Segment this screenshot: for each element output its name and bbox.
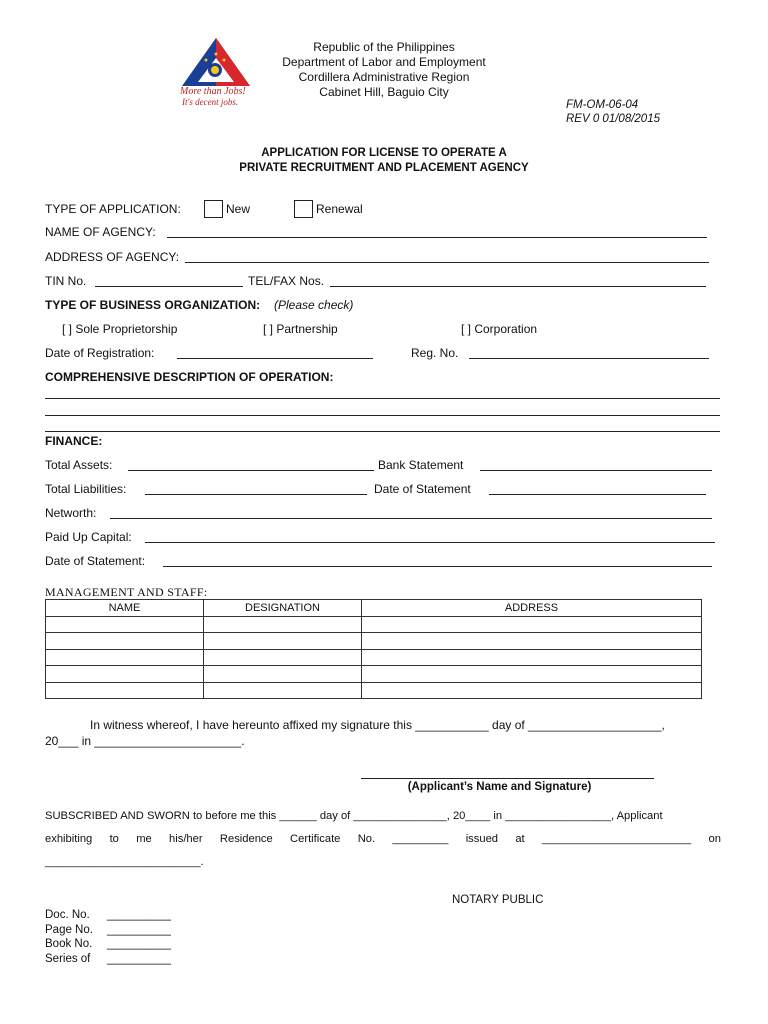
corporation-option[interactable]: [ ] Corporation — [461, 322, 538, 336]
type-business-label: TYPE OF BUSINESS ORGANIZATION: — [45, 298, 261, 312]
total-liabilities-field[interactable] — [145, 494, 367, 495]
bank-statement-field[interactable] — [480, 470, 712, 471]
date-of-statement-inline-field[interactable] — [489, 494, 706, 495]
address-of-agency-label: ADDRESS OF AGENCY: — [45, 250, 180, 264]
description-line-1[interactable] — [45, 398, 720, 399]
telfax-field[interactable] — [330, 286, 706, 287]
telfax-label: TEL/FAX Nos. — [248, 274, 325, 288]
total-assets-label: Total Assets: — [45, 458, 113, 472]
new-label: New — [226, 202, 251, 216]
table-cell[interactable] — [362, 649, 702, 666]
sworn-word: Residence — [219, 833, 273, 845]
form-revision: REV 0 01/08/2015 — [566, 113, 660, 125]
tin-field[interactable] — [95, 286, 243, 287]
finance-heading: FINANCE: — [45, 434, 103, 448]
page-no-label: Page No. — [45, 923, 93, 936]
sworn-word: _________ — [392, 833, 449, 845]
agency-line-1: Republic of the Philippines — [313, 40, 455, 54]
table-row — [46, 682, 702, 699]
column-address: ADDRESS — [362, 600, 702, 617]
table-cell[interactable] — [362, 616, 702, 633]
sworn-word: his/her — [169, 833, 203, 845]
doc-no-field[interactable]: __________ — [107, 909, 171, 921]
agency-line-4: Cabinet Hill, Baguio City — [319, 85, 449, 99]
table-cell[interactable] — [46, 616, 204, 633]
tin-label: TIN No. — [45, 274, 87, 288]
reg-no-field[interactable] — [469, 358, 709, 359]
sole-proprietorship-option[interactable]: [ ] Sole Proprietorship — [62, 322, 178, 336]
table-cell[interactable] — [362, 633, 702, 650]
address-of-agency-field[interactable] — [185, 262, 709, 263]
management-table-header — [46, 600, 702, 617]
agency-line-2: Department of Labor and Employment — [282, 55, 486, 69]
date-of-statement-field[interactable] — [163, 566, 712, 567]
sworn-word: me — [136, 833, 152, 845]
table-cell[interactable] — [204, 666, 362, 683]
renewal-checkbox[interactable] — [294, 200, 313, 218]
management-table — [45, 599, 702, 699]
series-of-label: Series of — [45, 952, 91, 965]
please-check-note: (Please check) — [274, 298, 354, 312]
date-of-statement-inline-label: Date of Statement — [374, 482, 471, 496]
date-of-statement-label: Date of Statement: — [45, 554, 146, 568]
table-cell[interactable] — [46, 666, 204, 683]
networth-label: Networth: — [45, 506, 97, 520]
sworn-line-1: SUBSCRIBED AND SWORN to before me this ______ day of _______________, 20____ in _________________, Applicant — [45, 810, 663, 822]
page-no-field[interactable]: __________ — [107, 923, 171, 936]
witness-line-1: In witness whereof, I have hereunto affixed my signature this ___________ day of ____________________, — [90, 718, 665, 732]
bank-statement-label: Bank Statement — [378, 458, 464, 472]
table-cell[interactable] — [46, 649, 204, 666]
table-cell[interactable] — [362, 682, 702, 699]
table-cell[interactable] — [204, 633, 362, 650]
sworn-word: on — [708, 833, 721, 845]
table-row — [46, 649, 702, 666]
logo-tagline-2: It's decent jobs. — [182, 97, 239, 107]
table-row — [46, 616, 702, 633]
new-checkbox[interactable] — [204, 200, 223, 218]
table-row — [46, 633, 702, 650]
agency-line-3: Cordillera Administrative Region — [298, 70, 470, 84]
column-name: NAME — [46, 600, 204, 617]
name-of-agency-label: NAME OF AGENCY: — [45, 225, 156, 239]
paid-up-capital-label: Paid Up Capital: — [45, 530, 132, 544]
title-line-2: PRIVATE RECRUITMENT AND PLACEMENT AGENCY — [239, 162, 529, 174]
date-registration-label: Date of Registration: — [45, 346, 155, 360]
management-heading: MANAGEMENT AND STAFF: — [45, 585, 208, 599]
description-line-2[interactable] — [45, 415, 720, 416]
witness-line-2: 20___ in ______________________. — [45, 734, 245, 748]
name-of-agency-field[interactable] — [167, 237, 707, 238]
notary-fields — [45, 908, 171, 966]
networth-field[interactable] — [110, 518, 712, 519]
date-registration-field[interactable] — [177, 358, 373, 359]
logo-tagline-1: More than Jobs! — [180, 86, 246, 97]
total-liabilities-label: Total Liabilities: — [45, 482, 127, 496]
notary-public-label: NOTARY PUBLIC — [452, 894, 544, 906]
sworn-word: ________________________ — [541, 833, 692, 845]
table-cell[interactable] — [204, 682, 362, 699]
total-assets-field[interactable] — [128, 470, 374, 471]
form-title — [184, 146, 584, 176]
comprehensive-description-label: COMPREHENSIVE DESCRIPTION OF OPERATION: — [45, 370, 334, 384]
table-cell[interactable] — [362, 666, 702, 683]
sworn-word: No. — [357, 833, 376, 845]
description-line-3[interactable] — [45, 431, 720, 432]
book-no-label: Book No. — [45, 938, 93, 950]
agency-header — [264, 40, 504, 100]
sworn-word: at — [515, 833, 525, 845]
signature-caption: (Applicant’s Name and Signature) — [407, 781, 592, 793]
table-cell[interactable] — [204, 616, 362, 633]
partnership-option[interactable]: [ ] Partnership — [263, 322, 338, 336]
sworn-word: Certificate — [290, 833, 341, 845]
doc-no-label: Doc. No. — [45, 909, 90, 921]
sworn-word: exhibiting — [45, 833, 93, 845]
sworn-word: issued — [465, 833, 499, 845]
paid-up-capital-field[interactable] — [145, 542, 715, 543]
sworn-word: to — [109, 833, 119, 845]
table-cell[interactable] — [204, 649, 362, 666]
book-no-field[interactable]: __________ — [107, 938, 171, 950]
dole-logo-icon — [178, 36, 254, 88]
form-code: FM-OM-06-04 — [566, 99, 639, 111]
column-designation: DESIGNATION — [204, 600, 362, 617]
renewal-label: Renewal — [316, 202, 363, 216]
title-line-1: APPLICATION FOR LICENSE TO OPERATE A — [261, 147, 507, 159]
table-cell[interactable] — [46, 682, 204, 699]
table-cell[interactable] — [46, 633, 204, 650]
table-row — [46, 666, 702, 683]
sworn-line-2 — [45, 833, 721, 845]
type-of-application-label: TYPE OF APPLICATION: — [45, 202, 181, 216]
sworn-line-3: _________________________. — [45, 856, 204, 868]
series-of-field[interactable]: __________ — [107, 952, 171, 965]
dole-logo — [178, 36, 254, 110]
signature-line[interactable] — [361, 778, 654, 779]
reg-no-label: Reg. No. — [411, 346, 459, 360]
